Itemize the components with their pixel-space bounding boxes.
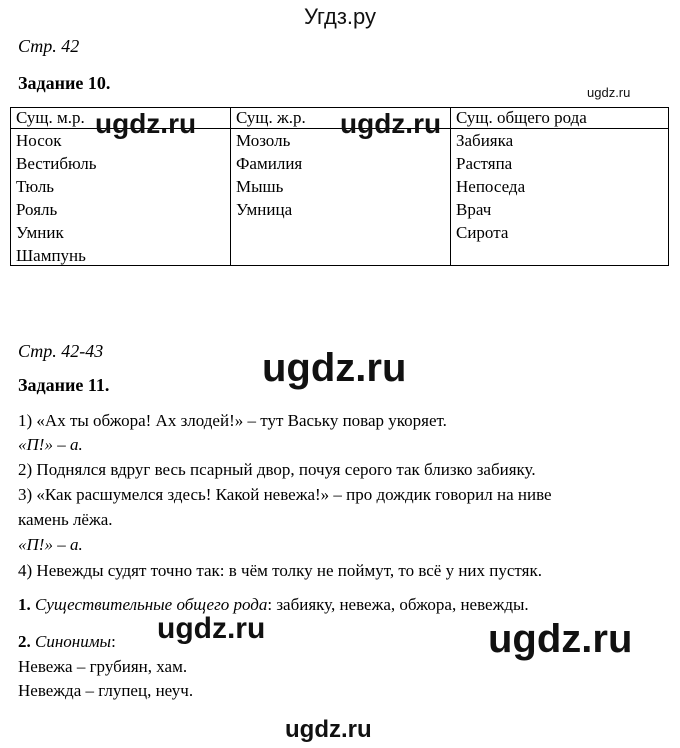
table-cell: Шампунь <box>16 246 86 265</box>
table-cell: Непоседа <box>456 177 526 196</box>
watermark: ugdz.ru <box>262 346 407 390</box>
table-cell: Умница <box>236 200 293 219</box>
synonym-line: Невежда – глупец, неуч. <box>18 681 194 700</box>
text-line: 2) Поднялся вдруг весь псарный двор, почуя серого так близко забияку. <box>18 460 536 479</box>
answer-label: Синонимы <box>35 632 112 651</box>
watermark: ugdz.ru <box>157 612 266 645</box>
text-line: 1) «Ах ты обжора! Ах злодей!» – тут Ваську повар укоряет. <box>18 411 447 430</box>
table-cell: Мозоль <box>236 131 291 150</box>
watermark: ugdz.ru <box>488 617 633 661</box>
table-cell: Рояль <box>16 200 58 219</box>
text-line: «П!» – а. <box>18 535 83 554</box>
answer-1 <box>18 595 529 615</box>
table-cell: Мышь <box>236 177 284 196</box>
text-line: камень лёжа. <box>18 510 113 529</box>
answer-label: Существительные общего рода <box>35 595 268 614</box>
table-cell: Растяпа <box>456 154 513 173</box>
answer-colon: : <box>111 632 116 651</box>
text-line: 4) Невежды судят точно так: в чём толку не поймут, то всё у них пустяк. <box>18 561 542 580</box>
table-cell: Забияка <box>456 131 514 150</box>
page-ref-42-43: Стр. 42-43 <box>18 341 104 361</box>
watermark: ugdz.ru <box>95 108 197 139</box>
answer-number: 1. <box>18 595 31 614</box>
table-cell: Тюль <box>16 177 55 196</box>
site-header[interactable]: Угдз.ру <box>303 4 377 29</box>
text-line: «П!» – а. <box>18 435 83 454</box>
column-header: Сущ. общего рода <box>451 108 668 129</box>
table-cell: Сирота <box>456 223 509 242</box>
table-cell: Врач <box>456 200 492 219</box>
answer-2 <box>18 632 116 652</box>
column-header: Сущ. м.р. <box>11 108 230 129</box>
column-common-gender <box>450 108 668 265</box>
watermark: ugdz.ru <box>285 716 372 743</box>
answer-number: 2. <box>18 632 31 651</box>
watermark: ugdz.ru <box>340 108 442 139</box>
table-cell: Носок <box>16 131 62 150</box>
table-cell: Вестибюль <box>16 154 97 173</box>
task-11-title: Задание 11. <box>18 375 110 395</box>
column-header: Сущ. ж.р. <box>231 108 450 129</box>
task-10-title: Задание 10. <box>18 73 111 93</box>
synonym-line: Невежа – грубиян, хам. <box>18 657 188 676</box>
watermark-small: ugdz.ru <box>587 85 631 100</box>
text-line: 3) «Как расшумелся здесь! Какой невежа!» – про дождик говорил на ниве <box>18 485 552 504</box>
page-ref-42: Стр. 42 <box>18 36 80 56</box>
table-cell: Фамилия <box>236 154 303 173</box>
answer-text: : забияку, невежа, обжора, невежды. <box>267 595 529 614</box>
table-cell: Умник <box>16 223 64 242</box>
